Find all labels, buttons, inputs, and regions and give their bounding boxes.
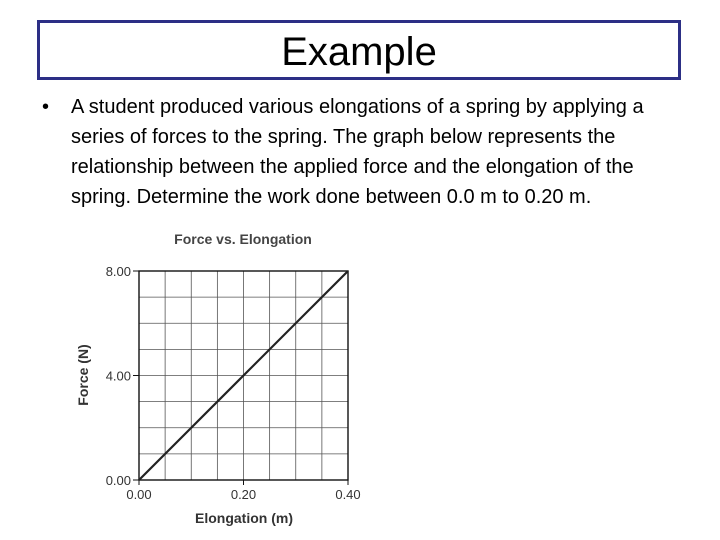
x-axis-label: Elongation (m) [195,510,293,526]
bullet-marker: • [42,96,50,118]
bullet-text: A student produced various elongations of a spring by applying a series of forces to the spring. The graph below represents the relationship between the applied force and the elongation of the spring. Determine the work done between 0.0 m to 0.20 m. [71,96,644,208]
chart-title: Force vs. Elongation [174,231,312,247]
x-tick-label: 0.00 [126,487,152,502]
y-tick-label: 4.00 [105,368,131,384]
y-tick-label: 0.00 [105,473,131,488]
y-axis-label: Force (N) [75,344,91,406]
slide-title: Example [281,30,437,74]
x-tick-label: 0.40 [335,487,361,502]
y-tick-label: 8.00 [105,264,131,279]
x-tick-label: 0.20 [230,487,257,502]
